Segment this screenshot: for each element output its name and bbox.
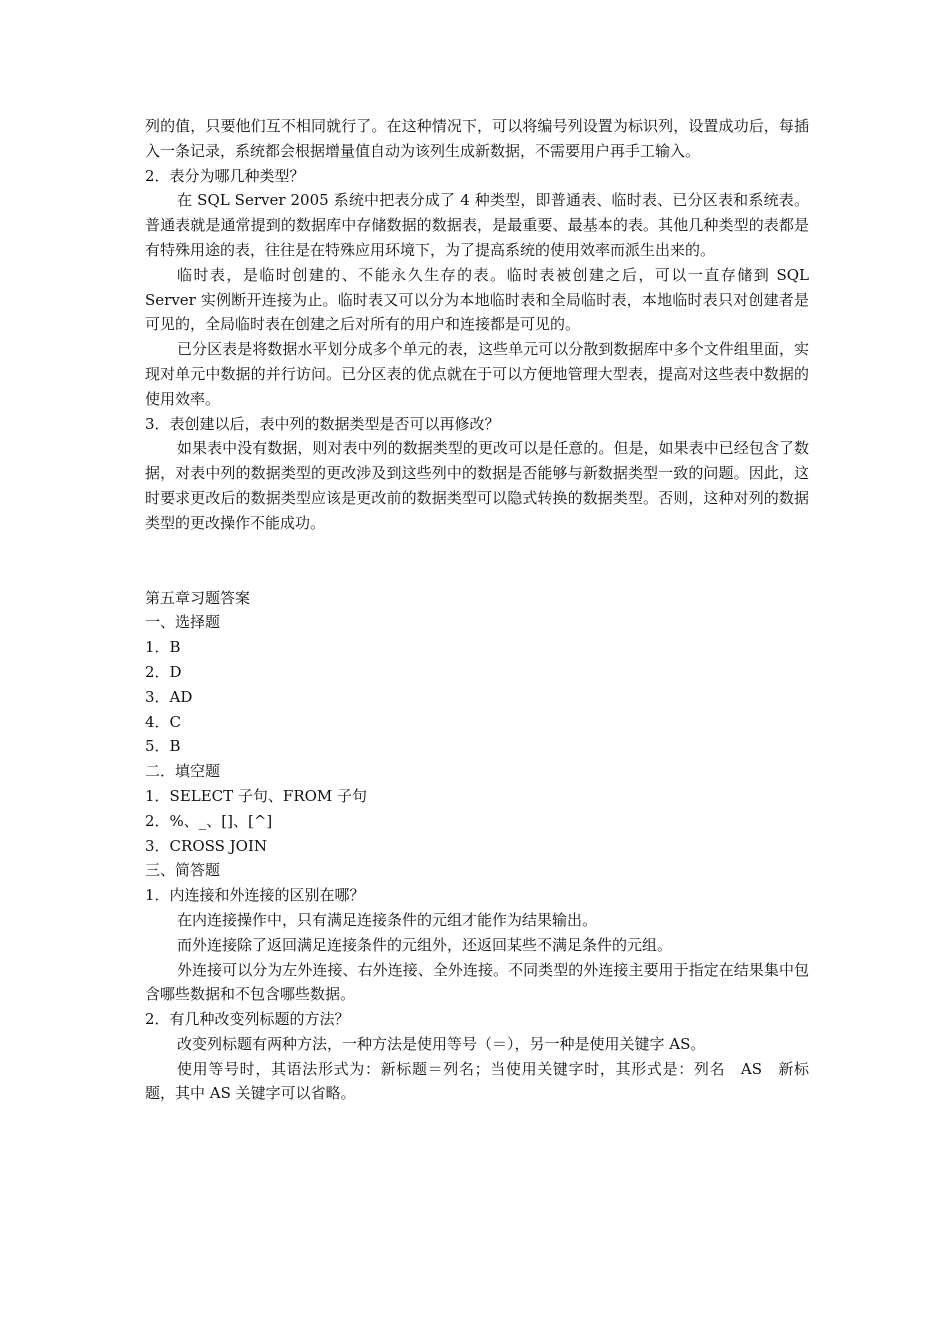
short-answer-1-line-1: 在内连接操作中，只有满足连接条件的元组才能作为结果输出。 <box>177 910 598 929</box>
fill-answer-1: 1．SELECT 子句、FROM 子句 <box>145 786 368 805</box>
paragraph-continuation: 列的值，只要他们互不相同就行了。在这种情况下，可以将编号列设置为标识列，设置成功后，每插入一条记录，系统都会根据增量值自动为该列生成新数据，不需要用户再手工输入。 <box>145 117 809 160</box>
choice-heading: 一、选择题 <box>145 613 221 632</box>
document-page <box>145 114 809 1106</box>
short-question-2: 2．有几种改变列标题的方法？ <box>145 1010 350 1029</box>
answer-3-paragraph-1: 如果表中没有数据，则对表中列的数据类型的更改可以是任意的。但是，如果表中已经包含了数据，对表中列的数据类型的更改涉及到这些列中的数据是否能够与新数据类型一致的问题。因此，这时要求更改后的数据类型应该是更改前的数据类型可以隐式转换的数据类型。否则，这种对列的数据类型的更改操作不能成功。 <box>145 439 809 532</box>
choice-answer-5: 5．B <box>145 737 181 756</box>
question-3: 3．表创建以后，表中列的数据类型是否可以再修改？ <box>145 414 500 433</box>
fill-answer-3: 3．CROSS JOIN <box>145 836 268 855</box>
short-answer-2-paragraph-2: 使用等号时，其语法形式为：新标题＝列名；当使用关键字时，其形式是：列名 AS 新标题，其中 AS 关键字可以省略。 <box>145 1059 809 1103</box>
fill-answer-2: 2．%、_、[]、[^] <box>145 811 273 830</box>
choice-answer-4: 4．C <box>145 712 182 731</box>
choice-answer-1: 1．B <box>145 638 181 657</box>
short-question-1: 1．内连接和外连接的区别在哪？ <box>145 886 365 905</box>
answer-2-paragraph-1: 在 SQL Server 2005 系统中把表分成了 4 种类型，即普通表、临时表、已分区表和系统表。普通表就是通常提到的数据库中存储数据的数据表，是最重要、最基本的表。其他几种类型的表都是有特殊用途的表，往往是在特殊应用环境下，为了提高系统的使用效率而派生出来的。 <box>145 191 809 259</box>
fill-heading: 二．填空题 <box>145 762 221 781</box>
section-gap <box>145 536 809 586</box>
short-answer-1-line-2: 而外连接除了返回满足连接条件的元组外，还返回某些不满足条件的元组。 <box>177 935 673 954</box>
choice-answer-2: 2．D <box>145 662 182 681</box>
short-answer-2-line-1: 改变列标题有两种方法，一种方法是使用等号（＝），另一种是使用关键字 AS。 <box>177 1034 706 1053</box>
short-answer-1-paragraph-3: 外连接可以分为左外连接、右外连接、全外连接。不同类型的外连接主要用于指定在结果集中包含哪些数据和不包含哪些数据。 <box>145 960 809 1004</box>
short-answer-heading: 三、简答题 <box>145 861 221 880</box>
choice-answer-3: 3．AD <box>145 687 193 706</box>
chapter-title: 第五章习题答案 <box>145 588 251 607</box>
answer-2-paragraph-3: 已分区表是将数据水平划分成多个单元的表，这些单元可以分散到数据库中多个文件组里面，实现对单元中数据的并行访问。已分区表的优点就在于可以方便地管理大型表，提高对这些表中数据的使用效率。 <box>145 340 809 408</box>
answer-2-paragraph-2: 临时表，是临时创建的、不能永久生存的表。临时表被创建之后，可以一直存储到 SQL Server 实例断开连接为止。临时表又可以分为本地临时表和全局临时表，本地临时表只对创建者是可见的，全局临时表在创建之后对所有的用户和连接都是可见的。 <box>145 265 809 334</box>
question-2: 2．表分为哪几种类型？ <box>145 166 305 185</box>
